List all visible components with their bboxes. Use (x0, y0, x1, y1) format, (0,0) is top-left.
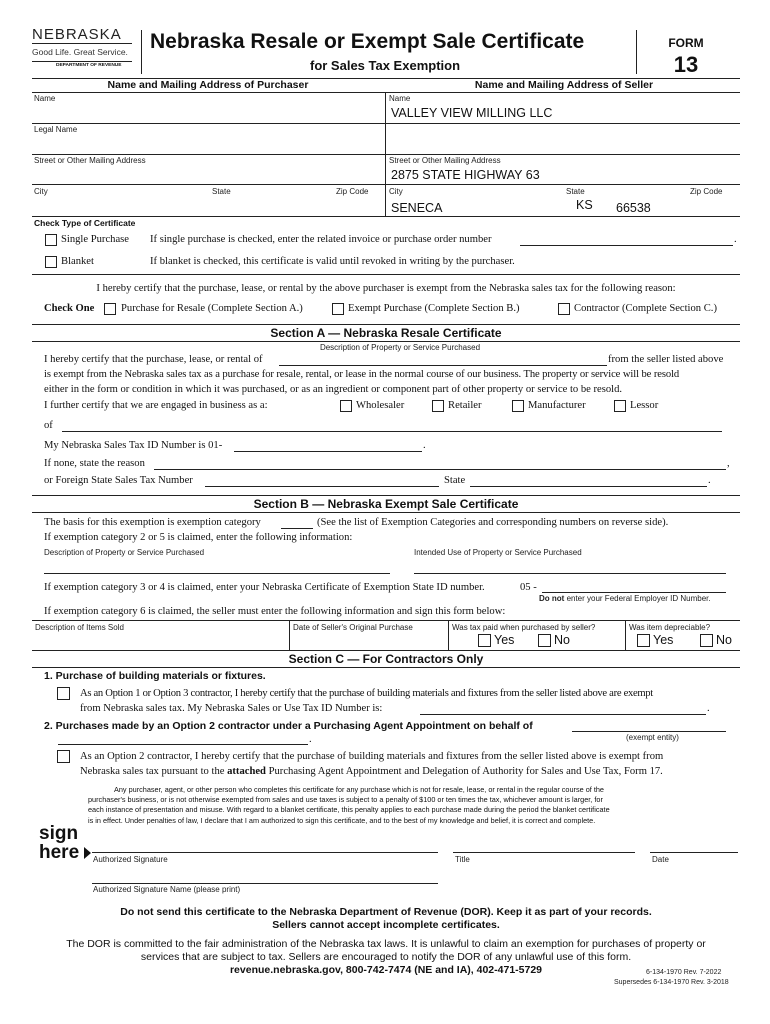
signature-name-caption: Authorized Signature Name (please print) (93, 885, 241, 894)
col-tax-paid: Was tax paid when purchased by seller? (452, 623, 596, 632)
blanket-text: If blanket is checked, this certificate is valid until revoked in writing by the purchaser. (150, 256, 515, 267)
basis-start: The basis for this exemption is exemption category (44, 517, 261, 528)
depreciable-no-label: No (716, 633, 732, 647)
item1-text2: from Nebraska sales tax. My Nebraska Sales or Use Tax ID Number is: (80, 703, 383, 714)
note-emphasis: Do not (539, 594, 565, 603)
seller-zip-label: Zip Code (690, 187, 723, 196)
sign-arrow-icon (84, 847, 91, 859)
seller-name-label: Name (389, 94, 411, 103)
date-line[interactable] (650, 835, 738, 853)
none-reason-line[interactable] (154, 458, 726, 470)
form-number: 13 (673, 52, 699, 77)
wholesaler-checkbox[interactable] (340, 400, 352, 412)
seller-zip-field[interactable]: 66538 (616, 201, 651, 215)
purchaser-city-label: City (34, 187, 48, 196)
purchaser-heading: Name and Mailing Address of Purchaser (107, 79, 309, 91)
lessor-checkbox[interactable] (614, 400, 626, 412)
purchaser-street-label: Street or Other Mailing Address (34, 156, 146, 165)
resale-description-line[interactable] (279, 354, 607, 366)
depreciable-no-checkbox[interactable] (700, 634, 713, 647)
section-a-line3: either in the form or condition in which it was purchased, or as an ingredient or component part of other property or service to be resold. (44, 384, 623, 395)
manufacturer-checkbox[interactable] (512, 400, 524, 412)
seller-heading: Name and Mailing Address of Seller (474, 79, 654, 91)
purchaser-legal-name-label: Legal Name (34, 125, 78, 134)
section-a-of: of (44, 420, 53, 431)
exempt-entity-line-2[interactable] (58, 733, 308, 745)
manufacturer-label: Manufacturer (528, 400, 586, 411)
exemption-category-line[interactable] (281, 517, 313, 529)
item2-text2 (80, 766, 663, 777)
none-reason-label: If none, state the reason (44, 458, 145, 469)
purchaser-state-field[interactable] (210, 196, 330, 216)
here-label: here (39, 842, 80, 863)
state-id-line[interactable] (542, 582, 726, 593)
purchaser-state-label: State (212, 187, 231, 196)
supersedes-number: Supersedes 6-134-1970 Rev. 3-2018 (614, 979, 729, 986)
single-purchase-checkbox[interactable] (45, 234, 57, 246)
form-subtitle: for Sales Tax Exemption (309, 58, 461, 73)
seller-state-label: State (566, 187, 585, 196)
section-c-heading: Section C — For Contractors Only (288, 652, 484, 666)
logo (32, 27, 132, 75)
section-a-line2: is exempt from the Nebraska sales tax as a purchase for resale, rental, or lease in the normal course of our business. The property or service will be resold (44, 369, 680, 380)
tax-id-line[interactable] (234, 440, 422, 452)
blanket-label: Blanket (61, 256, 94, 267)
item2-text2c: Purchasing Agent Appointment and Delegation of Authority for Sales and Use Tax, Form 17. (268, 766, 663, 777)
seller-state-field[interactable]: KS (576, 198, 593, 212)
form-title: Nebraska Resale or Exempt Sale Certificate (150, 30, 585, 53)
revision-number: 6-134-1970 Rev. 7-2022 (646, 969, 722, 976)
item2-text2a: Nebraska sales tax pursuant to the (80, 766, 225, 777)
title-line[interactable] (453, 835, 635, 853)
dor-statement-2: services that are subject to tax. Sellers are encouraged to notify the DOR of any unlawful use of this form. (140, 951, 632, 963)
penalty-line-4: is in effect. Under penalties of law, I declare that I am authorized to sign this certificate, and to the best of my knowledge and belief, it is correct and complete. (88, 815, 596, 825)
title-caption: Title (455, 855, 470, 864)
none-reason-end: , (727, 458, 730, 469)
section-a-line4: I further certify that we are engaged in business as a: (44, 400, 268, 411)
section-a-heading: Section A — Nebraska Resale Certificate (270, 326, 502, 340)
single-purchase-label: Single Purchase (61, 234, 129, 245)
tax-paid-yes-checkbox[interactable] (478, 634, 491, 647)
purchaser-zip-label: Zip Code (336, 187, 369, 196)
single-purchase-end: . (734, 234, 737, 245)
section-a-line1-end: from the seller listed above (608, 354, 724, 365)
section-a-desc-caption: Description of Property or Service Purchased (319, 343, 481, 352)
reason-intro: I hereby certify that the purchase, lease, or rental by the above purchaser is exempt from the Nebraska sales tax for the following reason: (96, 283, 676, 294)
desc-prop-caption: Description of Property or Service Purchased (44, 548, 205, 557)
intended-use-line[interactable] (414, 560, 726, 574)
option2-checkbox[interactable] (57, 750, 70, 763)
cat6-text: If exemption category 6 is claimed, the seller must enter the following information and sign this form below: (44, 606, 506, 617)
dor-statement-1: The DOR is committed to the fair administration of the Nebraska tax laws. It is unlawful to claim an exemption for purchases of property or (66, 938, 706, 950)
purchaser-street-field[interactable] (34, 165, 382, 185)
section-b-heading: Section B — Nebraska Exempt Sale Certificate (253, 497, 519, 511)
intended-use-caption: Intended Use of Property or Service Purchased (414, 548, 582, 557)
do-not-send-notice: Do not send this certificate to the Nebraska Department of Revenue (DOR). Keep it as part of your records. (120, 906, 652, 918)
lessor-label: Lessor (630, 400, 659, 411)
authorized-signature-line[interactable] (92, 835, 438, 853)
business-of-line[interactable] (62, 420, 722, 432)
check-one-label: Check One (44, 303, 95, 314)
item2-attached: attached (227, 766, 266, 777)
form-label: FORM (668, 36, 704, 50)
logo-dept: DEPARTMENT OF REVENUE (56, 63, 122, 68)
cert-type-heading: Check Type of Certificate (34, 218, 136, 228)
seller-name-field[interactable]: VALLEY VIEW MILLING LLC (391, 106, 553, 120)
option1-3-checkbox[interactable] (57, 687, 70, 700)
item1-text1: As an Option 1 or Option 3 contractor, I hereby certify that the purchase of building materials and fixtures from the seller listed above are exempt (80, 688, 653, 699)
depreciable-yes-label: Yes (653, 633, 674, 647)
col-depreciable: Was item depreciable? (629, 623, 711, 632)
purchaser-legal-name-field[interactable] (34, 134, 382, 154)
authorized-signature-caption: Authorized Signature (93, 855, 168, 864)
blanket-checkbox[interactable] (45, 256, 57, 268)
foreign-tax-line[interactable] (205, 475, 439, 487)
tax-id-label: My Nebraska Sales Tax ID Number is 01- (44, 440, 223, 451)
signature-name-line[interactable] (92, 866, 438, 884)
item2-end: . (309, 734, 312, 745)
invoice-number-line[interactable] (520, 234, 733, 246)
foreign-tax-label: or Foreign State Sales Tax Number (44, 475, 193, 486)
logo-title: NEBRASKA (32, 26, 122, 43)
federal-id-note (539, 594, 711, 603)
seller-city-field[interactable]: SENECA (391, 201, 443, 215)
wholesaler-label: Wholesaler (356, 400, 405, 411)
penalty-line-1: Any purchaser, agent, or other person who completes this certificate for any purchase which is not for resale, lease, or rental in the regular course of the (114, 785, 604, 794)
penalty-statement (88, 785, 738, 826)
section-c-item2: 2. Purchases made by an Option 2 contractor under a Purchasing Agent Appointment on behalf of (44, 720, 533, 732)
purchaser-zip-field[interactable] (334, 196, 382, 216)
resale-option-label: Purchase for Resale (Complete Section A.) (121, 303, 303, 314)
retailer-checkbox[interactable] (432, 400, 444, 412)
purchaser-name-label: Name (34, 94, 56, 103)
foreign-state-label: State (444, 475, 466, 486)
items-sold-field[interactable] (34, 633, 286, 649)
state-id-prefix: 05 - (520, 582, 537, 593)
contact-info: revenue.nebraska.gov, 800-742-7474 (NE and IA), 402-471-5729 (229, 964, 543, 976)
exempt-option-label: Exempt Purchase (Complete Section B.) (348, 303, 520, 314)
logo-tagline: Good Life. Great Service. (32, 47, 128, 57)
basis-end: (See the list of Exemption Categories and corresponding numbers on reverse side). (317, 517, 669, 528)
sign-label: sign (39, 823, 79, 844)
tax-paid-yes-label: Yes (494, 633, 515, 647)
seller-city-label: City (389, 187, 403, 196)
contractor-option-checkbox[interactable] (558, 303, 570, 315)
single-purchase-text: If single purchase is checked, enter the related invoice or purchase order number (150, 234, 492, 245)
desc-prop-line[interactable] (44, 560, 390, 574)
resale-option-checkbox[interactable] (104, 303, 116, 315)
item1-end: . (707, 703, 710, 714)
cat25-text: If exemption category 2 or 5 is claimed, enter the following information: (44, 532, 353, 543)
exempt-entity-caption: (exempt entity) (626, 733, 679, 742)
tax-paid-no-label: No (554, 633, 570, 647)
cat34-text: If exemption category 3 or 4 is claimed, enter your Nebraska Certificate of Exemption State ID number. (44, 582, 485, 593)
contractor-tax-id-line[interactable] (420, 703, 706, 715)
foreign-state-end: . (708, 475, 711, 486)
seller-street-field[interactable]: 2875 STATE HIGHWAY 63 (391, 168, 540, 182)
original-purchase-date-field[interactable] (292, 633, 444, 649)
penalty-line-3: each instance of presentation and misuse. With regard to a blanket certificate, this penalty applies to each purchase made during the period the blanket certificate (88, 805, 610, 815)
seller-street-label: Street or Other Mailing Address (389, 156, 501, 165)
purchaser-name-field[interactable] (34, 103, 382, 123)
section-c-item1: 1. Purchase of building materials or fixtures. (44, 670, 266, 682)
tax-id-end: . (423, 440, 426, 451)
date-caption: Date (652, 855, 669, 864)
exempt-entity-line[interactable] (572, 720, 726, 732)
incomplete-notice: Sellers cannot accept incomplete certificates. (272, 919, 500, 931)
tax-paid-no-checkbox[interactable] (538, 634, 551, 647)
penalty-line-2: purchaser's business, or is not otherwise exempted from sales and use taxes is subject to a penalty of $100 or ten times the tax, whichever amount is larger, for (88, 795, 603, 805)
purchaser-city-field[interactable] (34, 196, 204, 216)
depreciable-yes-checkbox[interactable] (637, 634, 650, 647)
col-desc-items: Description of Items Sold (35, 623, 124, 632)
item2-text1: As an Option 2 contractor, I hereby certify that the purchase of building materials and fixtures from the seller listed above is exempt from (80, 751, 664, 762)
col-date-purchase: Date of Seller's Original Purchase (293, 623, 413, 632)
retailer-label: Retailer (448, 400, 482, 411)
note-rest: enter your Federal Employer ID Number. (566, 594, 711, 603)
foreign-state-line[interactable] (470, 475, 707, 487)
contractor-option-label: Contractor (Complete Section C.) (574, 303, 717, 314)
section-a-line1-start: I hereby certify that the purchase, lease, or rental of (44, 354, 263, 365)
exempt-option-checkbox[interactable] (332, 303, 344, 315)
